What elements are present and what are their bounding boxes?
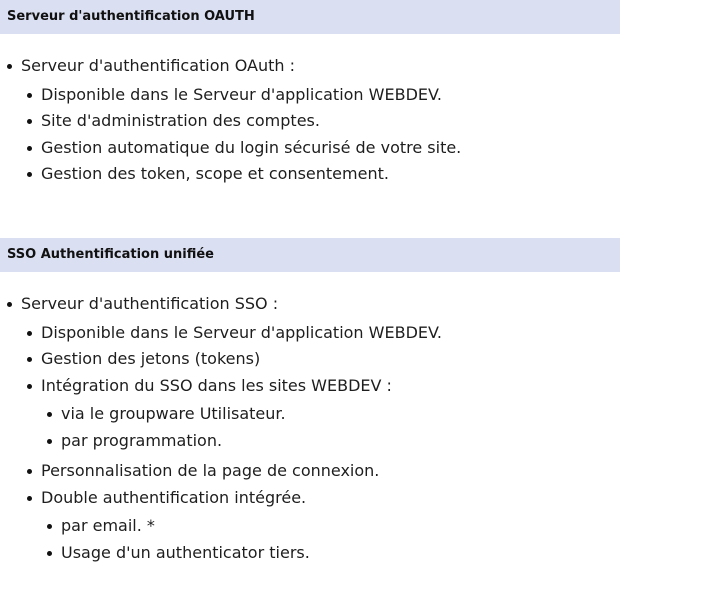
- bullet-icon: [27, 496, 32, 501]
- section-sso: [0, 238, 720, 566]
- section-title: SSO Authentification unifiée: [0, 238, 620, 272]
- bullet-icon: [47, 524, 52, 529]
- list-item: Disponible dans le Serveur d'application WEBDEV.: [41, 320, 720, 347]
- bullet-icon: [27, 146, 32, 151]
- oauth-list: [0, 53, 720, 188]
- bullet-icon: [47, 551, 52, 556]
- list-item: Personnalisation de la page de connexion.: [41, 458, 720, 485]
- list-item: Gestion automatique du login sécurisé de votre site.: [41, 135, 720, 162]
- list-item: Gestion des token, scope et consentement.: [41, 161, 720, 188]
- bullet-icon: [27, 469, 32, 474]
- bullet-icon: [47, 412, 52, 417]
- list-item: par email. *: [61, 513, 720, 540]
- section-oauth: [0, 0, 720, 188]
- bullet-icon: [7, 64, 12, 69]
- list-item: Gestion des jetons (tokens): [41, 346, 720, 373]
- list-item: par programmation.: [61, 428, 720, 455]
- list-item: Intégration du SSO dans les sites WEBDEV :: [41, 373, 720, 400]
- list-item: Serveur d'authentification OAuth :: [21, 53, 720, 80]
- bullet-icon: [27, 331, 32, 336]
- sso-list: [0, 291, 720, 566]
- bullet-icon: [27, 384, 32, 389]
- list-item: via le groupware Utilisateur.: [61, 401, 720, 428]
- list-item: Serveur d'authentification SSO :: [21, 291, 720, 318]
- list-item: Usage d'un authenticator tiers.: [61, 540, 720, 567]
- bullet-icon: [7, 302, 12, 307]
- bullet-icon: [27, 172, 32, 177]
- list-item: Site d'administration des comptes.: [41, 108, 720, 135]
- bullet-icon: [27, 93, 32, 98]
- bullet-icon: [27, 357, 32, 362]
- list-item: Double authentification intégrée.: [41, 485, 720, 512]
- bullet-icon: [27, 119, 32, 124]
- bullet-icon: [47, 439, 52, 444]
- section-title: Serveur d'authentification OAUTH: [0, 0, 620, 34]
- list-item: Disponible dans le Serveur d'application WEBDEV.: [41, 82, 720, 109]
